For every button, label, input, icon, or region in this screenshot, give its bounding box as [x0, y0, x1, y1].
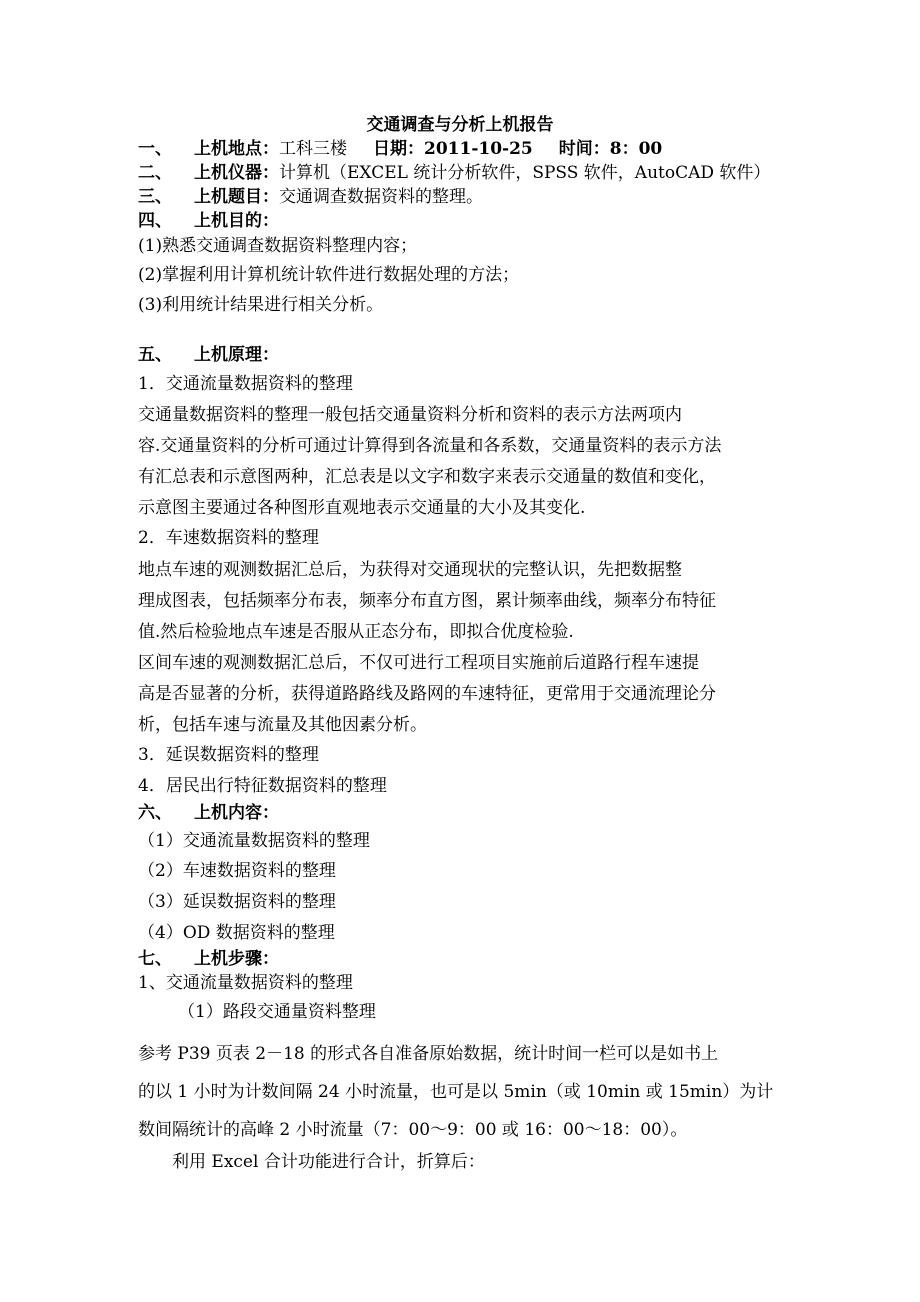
paragraph-line: 值.然后检验地点车速是否服从正态分布，即拟合优度检验. — [138, 622, 574, 642]
content-item: （3）延误数据资料的整理 — [138, 892, 336, 912]
content-item: （2）车速数据资料的整理 — [138, 861, 336, 881]
header-topic-line — [138, 185, 483, 209]
section-number: 五、 — [138, 345, 172, 365]
section-steps-heading — [138, 947, 279, 971]
paragraph-line: 有汇总表和示意图两种，汇总表是以文字和数字来表示交通量的数值和变化， — [138, 467, 716, 487]
section-label: 上机步骤： — [194, 949, 279, 969]
location-label: 上机地点： — [194, 139, 279, 159]
section-number: 三、 — [138, 187, 172, 207]
section-number: 一、 — [138, 139, 172, 159]
topic-label: 上机题目： — [194, 187, 279, 207]
time-label: 时间： — [558, 139, 610, 159]
paragraph — [138, 400, 782, 524]
paragraph-line: 交通量数据资料的整理一般包括交通量资料分析和资料的表示方法两项内 — [138, 405, 682, 425]
time-value: 8：00 — [609, 139, 663, 159]
paragraph-line: 理成图表，包括频率分布表，频率分布直方图，累计频率曲线，频率分布特征 — [138, 591, 716, 611]
section-number: 四、 — [138, 211, 172, 231]
header-location-line — [138, 137, 662, 161]
paragraph-line: 容.交通量资料的分析可通过计算得到各流量和各系数，交通量资料的表示方法 — [138, 436, 722, 456]
paragraph — [138, 555, 782, 648]
paragraph-line: 参考 P39 页表 2－18 的形式各自准备原始数据，统计时间一栏可以是如书上 — [138, 1044, 719, 1064]
subsection-title: 2．车速数据资料的整理 — [138, 528, 319, 548]
section-label: 上机内容： — [194, 803, 279, 823]
date-label: 日期： — [373, 139, 424, 159]
paragraph-line: 数间隔统计的高峰 2 小时流量（7：00～9：00 或 16：00～18：00）。 — [138, 1120, 688, 1140]
subsection-title: 4．居民出行特征数据资料的整理 — [138, 776, 387, 796]
location-value: 工科三楼 — [279, 139, 347, 159]
paragraph-line: 利用 Excel 合计功能进行合计，折算后： — [172, 1152, 485, 1172]
header-purpose-line — [138, 209, 279, 233]
section-number: 二、 — [138, 163, 172, 183]
equipment-label: 上机仪器： — [194, 163, 279, 183]
paragraph-line: 的以 1 小时为计数间隔 24 小时流量，也可是以 5min（或 10min 或 15min）为计 — [138, 1082, 774, 1102]
equipment-value: 计算机（EXCEL 统计分析软件，SPSS 软件，AutoCAD 软件） — [279, 163, 771, 183]
section-label: 上机原理： — [194, 345, 279, 365]
content-item: （1）交通流量数据资料的整理 — [138, 831, 370, 851]
paragraph-line: 析，包括车速与流量及其他因素分析。 — [138, 715, 427, 735]
section-number: 七、 — [138, 949, 172, 969]
purpose-label: 上机目的： — [194, 211, 279, 231]
report-title: 交通调查与分析上机报告 — [366, 115, 554, 135]
paragraph-line: 示意图主要通过各种图形直观地表示交通量的大小及其变化. — [138, 498, 586, 518]
section-principle-heading — [138, 343, 279, 367]
subsection-title: 3．延误数据资料的整理 — [138, 745, 319, 765]
paragraph-line: 高是否显著的分析，获得道路路线及路网的车速特征，更常用于交通流理论分 — [138, 684, 716, 704]
paragraph — [138, 648, 782, 741]
header-equipment-line — [138, 161, 770, 185]
step-title: 1、交通流量数据资料的整理 — [138, 973, 353, 993]
paragraph — [138, 1035, 782, 1149]
section-content-heading — [138, 801, 279, 825]
objective-item: (1)熟悉交通调查数据资料整理内容； — [138, 236, 418, 256]
paragraph-line: 地点车速的观测数据汇总后，为获得对交通现状的完整认识，先把数据整 — [138, 560, 682, 580]
objective-item: (2)掌握利用计算机统计软件进行数据处理的方法； — [138, 265, 520, 285]
objective-item: (3)利用统计结果进行相关分析。 — [138, 295, 384, 315]
section-number: 六、 — [138, 803, 172, 823]
date-value: 2011-10-25 — [424, 139, 533, 159]
topic-value: 交通调查数据资料的整理。 — [279, 187, 483, 207]
subsection-title: 1．交通流量数据资料的整理 — [138, 374, 353, 394]
paragraph-line: 区间车速的观测数据汇总后，不仅可进行工程项目实施前后道路行程车速提 — [138, 653, 699, 673]
step-subtitle: （1）路段交通量资料整理 — [178, 1002, 376, 1022]
content-item: （4）OD 数据资料的整理 — [138, 923, 335, 943]
